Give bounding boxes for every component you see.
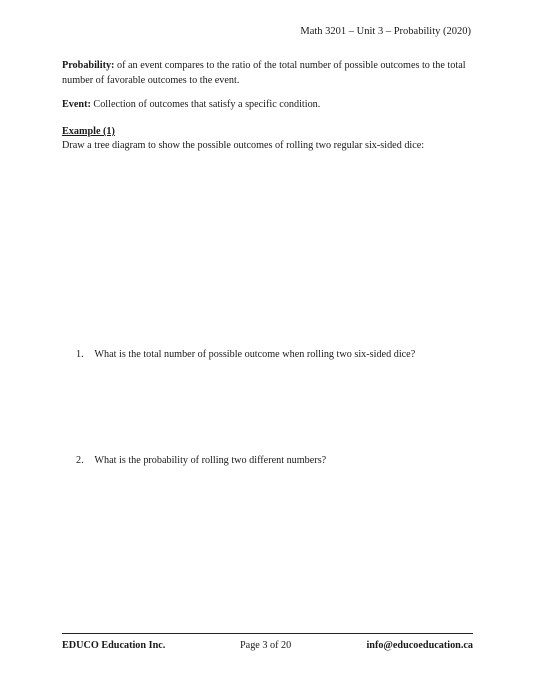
example-instruction: Draw a tree diagram to show the possible outcomes of rolling two regular six-sided dice: — [62, 140, 425, 151]
page-header-title: Math 3201 – Unit 3 – Probability (2020) — [300, 26, 471, 37]
footer-company: EDUCO Education Inc. — [62, 640, 166, 651]
question-text: What is the total number of possible outcome when rolling two six-sided dice? — [94, 349, 416, 360]
footer-divider — [62, 633, 473, 634]
question-1 — [76, 349, 415, 360]
question-2 — [76, 455, 326, 466]
event-text: Collection of outcomes that satisfy a specific condition. — [93, 99, 321, 110]
event-term: Event: — [62, 99, 91, 110]
probability-definition — [62, 58, 474, 88]
question-number: 1. — [76, 349, 84, 360]
event-definition — [62, 97, 474, 112]
question-text: What is the probability of rolling two different numbers? — [94, 455, 327, 466]
example-title: Example (1) — [62, 126, 115, 137]
footer-page-number: Page 3 of 20 — [240, 640, 292, 651]
question-number: 2. — [76, 455, 84, 466]
probability-text: of an event compares to the ratio of the total number of possible outcomes to the total number of favorable outcomes to the event. — [62, 60, 466, 86]
footer-email: info@educoeducation.ca — [366, 640, 473, 651]
probability-term: Probability: — [62, 60, 115, 71]
